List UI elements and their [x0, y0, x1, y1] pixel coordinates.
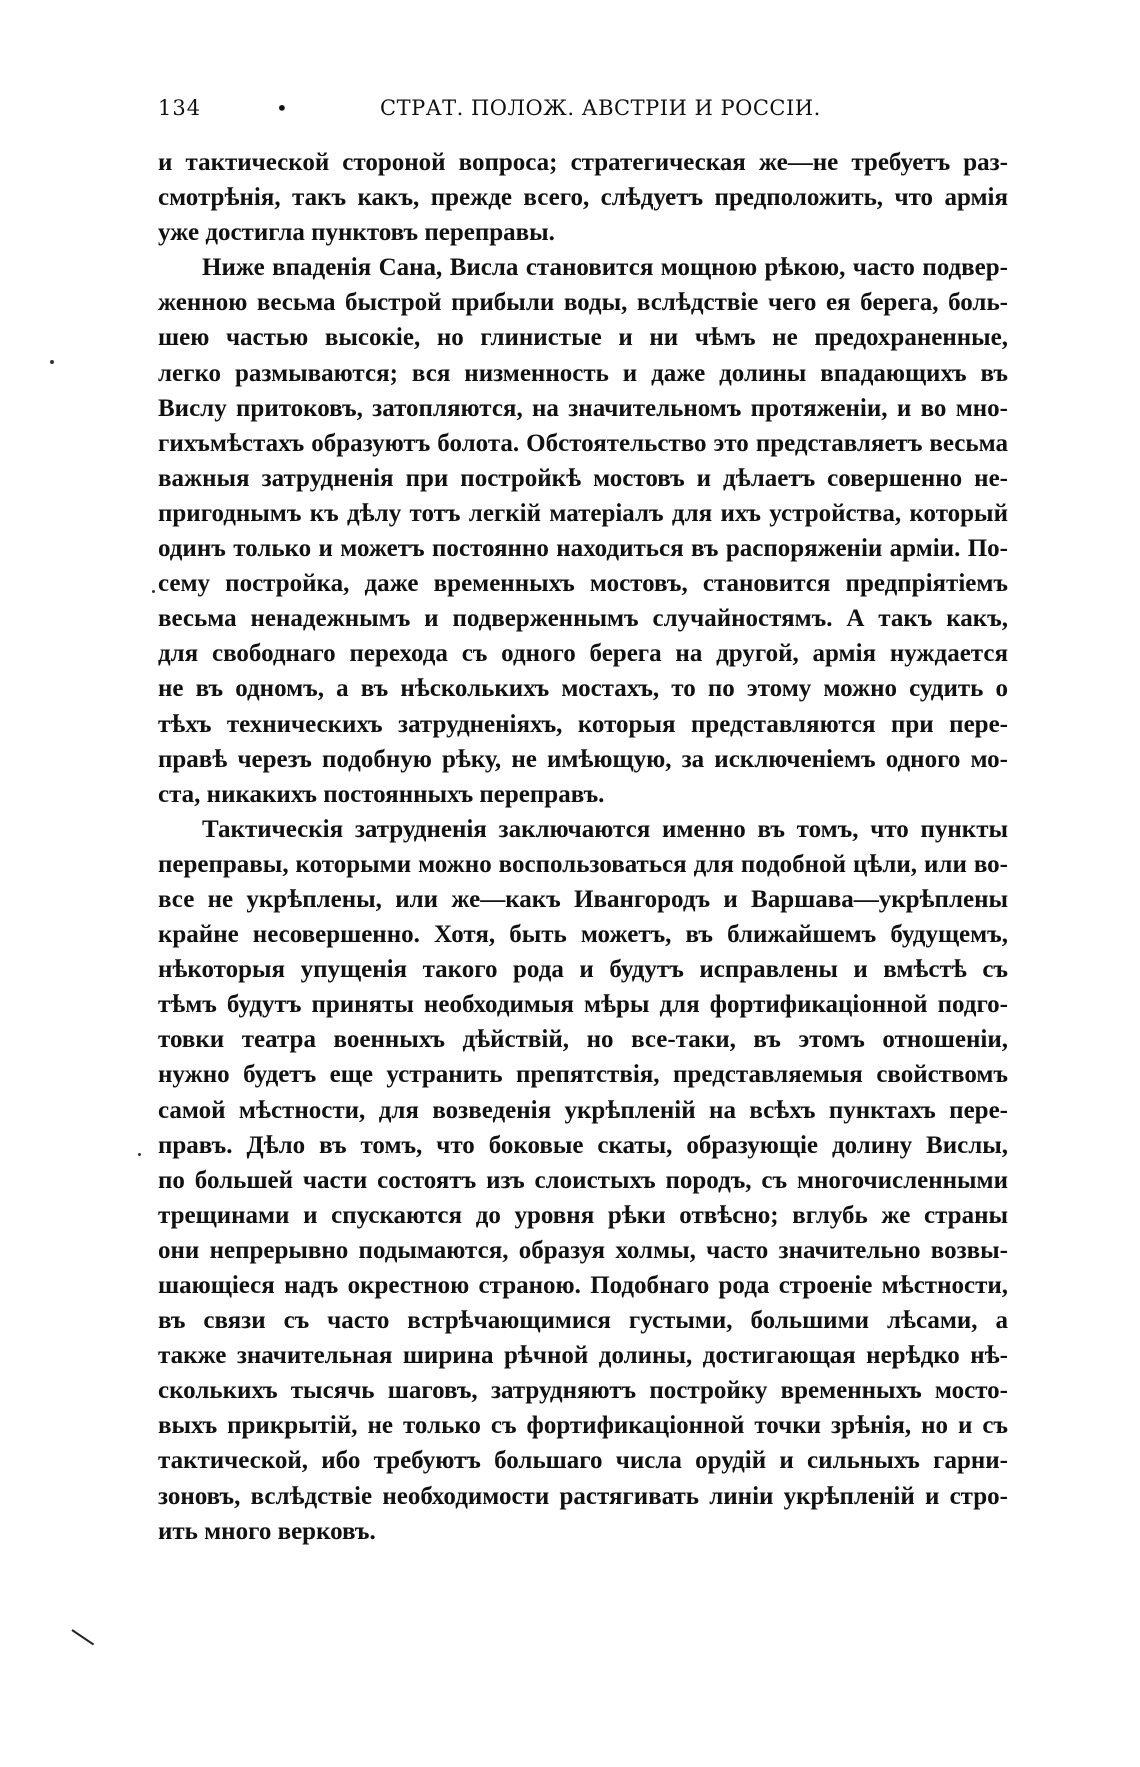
- scan-mark: [71, 1629, 94, 1645]
- text-line: правѣ черезъ подобную рѣку, не имѣющую, за исключеніемъ одного мо-: [158, 745, 1008, 773]
- paragraph-3: [158, 812, 1008, 1549]
- text-line: въ связи съ часто встрѣчающимися густыми, большими лѣсами, а: [158, 1307, 1008, 1335]
- header-bullet: •: [276, 96, 289, 120]
- scan-speck: [138, 1153, 141, 1156]
- text-line: нужно будетъ еще устранить препятствія, представляемыя свойствомъ: [158, 1061, 1008, 1089]
- text-line: товки театра военныхъ дѣйствій, но все-таки, въ этомъ отношеніи,: [158, 1026, 1008, 1054]
- text-line: легко размываются; вся низменность и даже долины впадающихъ въ: [158, 359, 1008, 387]
- text-line: тѣхъ техническихъ затрудненіяхъ, которыя представляются при пере-: [158, 710, 1008, 738]
- text-line: для свободнаго перехода съ одного берега на другой, армія нуждается: [158, 640, 1008, 668]
- text-line: шею частью высокіе, но глинистые и ни чѣмъ не предохраненные,: [158, 324, 1008, 352]
- text-line: гихъмѣстахъ образуютъ болота. Обстоятельство это представляетъ весьма: [158, 429, 1008, 457]
- text-line: важныя затрудненія при постройкѣ мостовъ и дѣлаетъ совершенно не-: [158, 464, 1008, 492]
- text-line: они непрерывно подымаются, образуя холмы, часто значительно возвы-: [158, 1236, 1008, 1264]
- text-line: сему постройка, даже временныхъ мостовъ, становится предпріятіемъ: [158, 570, 1008, 598]
- running-title: СТРАТ. ПОЛОЖ. АВСТРІИ И РОССІИ.: [380, 96, 821, 120]
- text-line: уже достигла пунктовъ переправы.: [158, 219, 555, 247]
- paragraph-1: [158, 145, 1008, 250]
- text-line: нѣкоторыя упущенія такого рода и будутъ исправлены и вмѣстѣ съ: [158, 956, 1008, 984]
- text-line: крайне несовершенно. Хотя, быть можетъ, въ ближайшемъ будущемъ,: [158, 921, 1008, 949]
- text-line: не въ одномъ, а въ нѣсколькихъ мостахъ, то по этому можно судить о: [158, 675, 1008, 703]
- text-line: женною весьма быстрой прибыли воды, вслѣдствіе чего ея берега, боль-: [158, 289, 1008, 317]
- scan-speck: [152, 590, 155, 593]
- page-number: 134: [158, 96, 202, 120]
- text-line: шающіеся надъ окрестною страною. Подобнаго рода строеніе мѣстности,: [158, 1272, 1008, 1299]
- text-line: по большей части состоятъ изъ слоистыхъ породъ, съ многочисленными: [158, 1166, 1008, 1194]
- text-line: правъ. Дѣло въ томъ, что боковые скаты, образующіе долину Вислы,: [158, 1131, 1008, 1159]
- text-line: весьма ненадежнымъ и подверженнымъ случайностямъ. А такъ какъ,: [158, 605, 1008, 633]
- text-line: ить много верковъ.: [158, 1517, 376, 1545]
- body-text: [158, 145, 1008, 1549]
- text-line: трещинами и спускаются до уровня рѣки отвѣсно; вглубь же страны: [158, 1201, 1008, 1229]
- text-line: выхъ прикрытій, не только съ фортификаціонной точки зрѣнія, но и съ: [158, 1412, 1008, 1440]
- text-line: также значительная ширина рѣчной долины, достигающая нерѣдко нѣ-: [158, 1342, 1008, 1370]
- text-line: Вислу притоковъ, затопляются, на значительномъ протяженіи, и во мно-: [158, 394, 1008, 422]
- text-line: пригоднымъ къ дѣлу тотъ легкій матеріалъ для ихъ устройства, который: [158, 499, 1008, 527]
- scan-speck: [50, 360, 54, 364]
- text-line: тѣмъ будутъ приняты необходимыя мѣры для фортификаціонной подго-: [158, 991, 1008, 1019]
- text-line: ста, никакихъ постоянныхъ переправъ.: [158, 780, 605, 808]
- paragraph-2: [158, 250, 1008, 812]
- text-line: самой мѣстности, для возведенія укрѣпленій на всѣхъ пунктахъ пере-: [158, 1096, 1008, 1124]
- page-header: [158, 96, 1008, 126]
- text-line: Тактическія затрудненія заключаются именно въ томъ, что пункты: [202, 815, 1008, 843]
- text-line: смотрѣнія, такъ какъ, прежде всего, слѣдуетъ предположить, что армія: [158, 184, 1008, 212]
- text-line: и тактической стороной вопроса; стратегическая же—не требуетъ раз-: [158, 149, 1008, 176]
- text-line: Ниже впаденія Сана, Висла становится мощною рѣкою, часто подвер-: [202, 254, 1008, 282]
- text-line: тактической, ибо требуютъ большаго числа орудій и сильныхъ гарни-: [158, 1447, 1008, 1475]
- text-line: зоновъ, вслѣдствіе необходимости растягивать линіи укрѣпленій и стро-: [158, 1482, 1008, 1510]
- text-line: переправы, которыми можно воспользоваться для подобной цѣли, или во-: [158, 850, 1008, 878]
- text-line: одинъ только и можетъ постоянно находиться въ распоряженіи арміи. По-: [158, 535, 1008, 563]
- text-line: сколькихъ тысячь шаговъ, затрудняютъ постройку временныхъ мосто-: [158, 1377, 1008, 1405]
- text-line: все не укрѣплены, или же—какъ Ивангородъ и Варшава—укрѣплены: [158, 885, 1008, 913]
